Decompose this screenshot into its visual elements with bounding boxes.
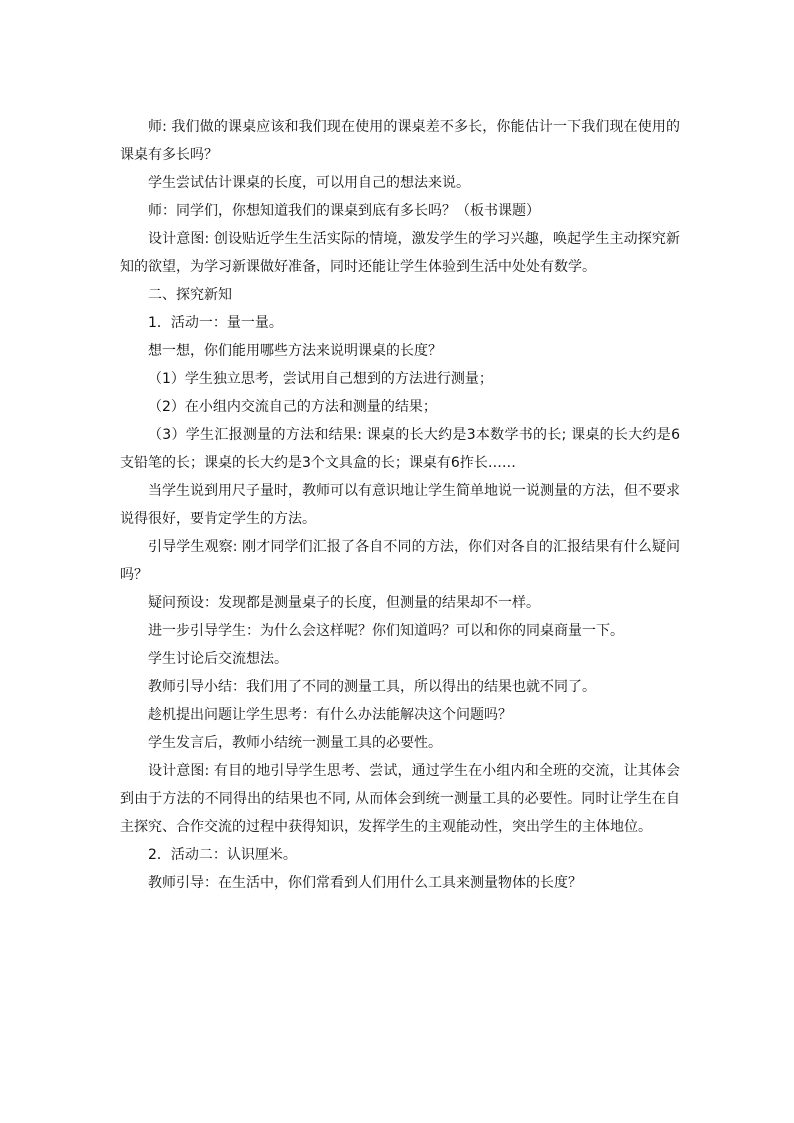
activity-one-heading: 1．活动一：量一量。 <box>148 315 283 331</box>
paragraph-question-preset: 疑问预设：发现都是测量桌子的长度，但测量的结果却不一样。 <box>148 595 540 611</box>
paragraph-raise-problem: 趁机提出问题让学生思考：有什么办法能解决这个问题吗？ <box>148 707 512 723</box>
paragraph-teacher-guide: 教师引导：在生活中，你们常看到人们用什么工具来测量物体的长度？ <box>148 875 582 891</box>
list-item-2: （2）在小组内交流自己的方法和测量的结果； <box>148 399 437 415</box>
paragraph-observe: 引导学生观察: 刚才同学们汇报了各自不同的方法，你们对各自的汇报结果有什么疑问吗？ <box>120 539 680 583</box>
paragraph-think: 想一想，你们能用哪些方法来说明课桌的长度？ <box>148 343 442 359</box>
paragraph-ruler-note: 当学生说到用尺子量时，教师可以有意识地让学生简单地说一说测量的方法，但不要求说得很好，要肯定学生的方法。 <box>120 483 680 527</box>
activity-two-heading: 2．活动二：认识厘米。 <box>148 847 297 863</box>
paragraph-unify-tools: 学生发言后，教师小结统一测量工具的必要性。 <box>148 735 442 751</box>
document-body <box>120 113 680 897</box>
paragraph-student-estimate: 学生尝试估计课桌的长度，可以用自己的想法来说。 <box>148 175 470 191</box>
paragraph-discussion: 学生讨论后交流想法。 <box>148 651 288 667</box>
paragraph-design-intent-2: 设计意图: 有目的地引导学生思考、尝试，通过学生在小组内和全班的交流，让其体会到由于方法的不同得出的结果也不同, 从而体会到统一测量工具的必要性。同时让学生在自主探究、合作交流的过程中获得知识，发挥学生的主观能动性，突出学生的主体地位。 <box>120 763 680 835</box>
list-item-3: （3）学生汇报测量的方法和结果: 课桌的长大约是3本数学书的长; 课桌的长大约是6支铅笔的长；课桌的长大约是3个文具盒的长；课桌有6拃长…… <box>120 427 680 471</box>
list-item-1: （1）学生独立思考，尝试用自己想到的方法进行测量； <box>148 371 493 387</box>
paragraph-teacher-question: 师: 我们做的课桌应该和我们现在使用的课桌差不多长，你能估计一下我们现在使用的课桌有多长吗？ <box>120 119 680 163</box>
paragraph-summary: 教师引导小结：我们用了不同的测量工具，所以得出的结果也就不同了。 <box>148 679 596 695</box>
paragraph-further-guide: 进一步引导学生：为什么会这样呢？你们知道吗？可以和你的同桌商量一下。 <box>148 623 624 639</box>
paragraph-design-intent-1: 设计意图: 创设贴近学生生活实际的情境，激发学生的学习兴趣，唤起学生主动探究新知的欲望，为学习新课做好准备，同时还能让学生体验到生活中处处有数学。 <box>120 231 680 275</box>
paragraph-teacher-topic: 师：同学们，你想知道我们的课桌到底有多长吗？（板书课题） <box>148 203 540 219</box>
section-heading-explore: 二、探究新知 <box>148 287 232 303</box>
